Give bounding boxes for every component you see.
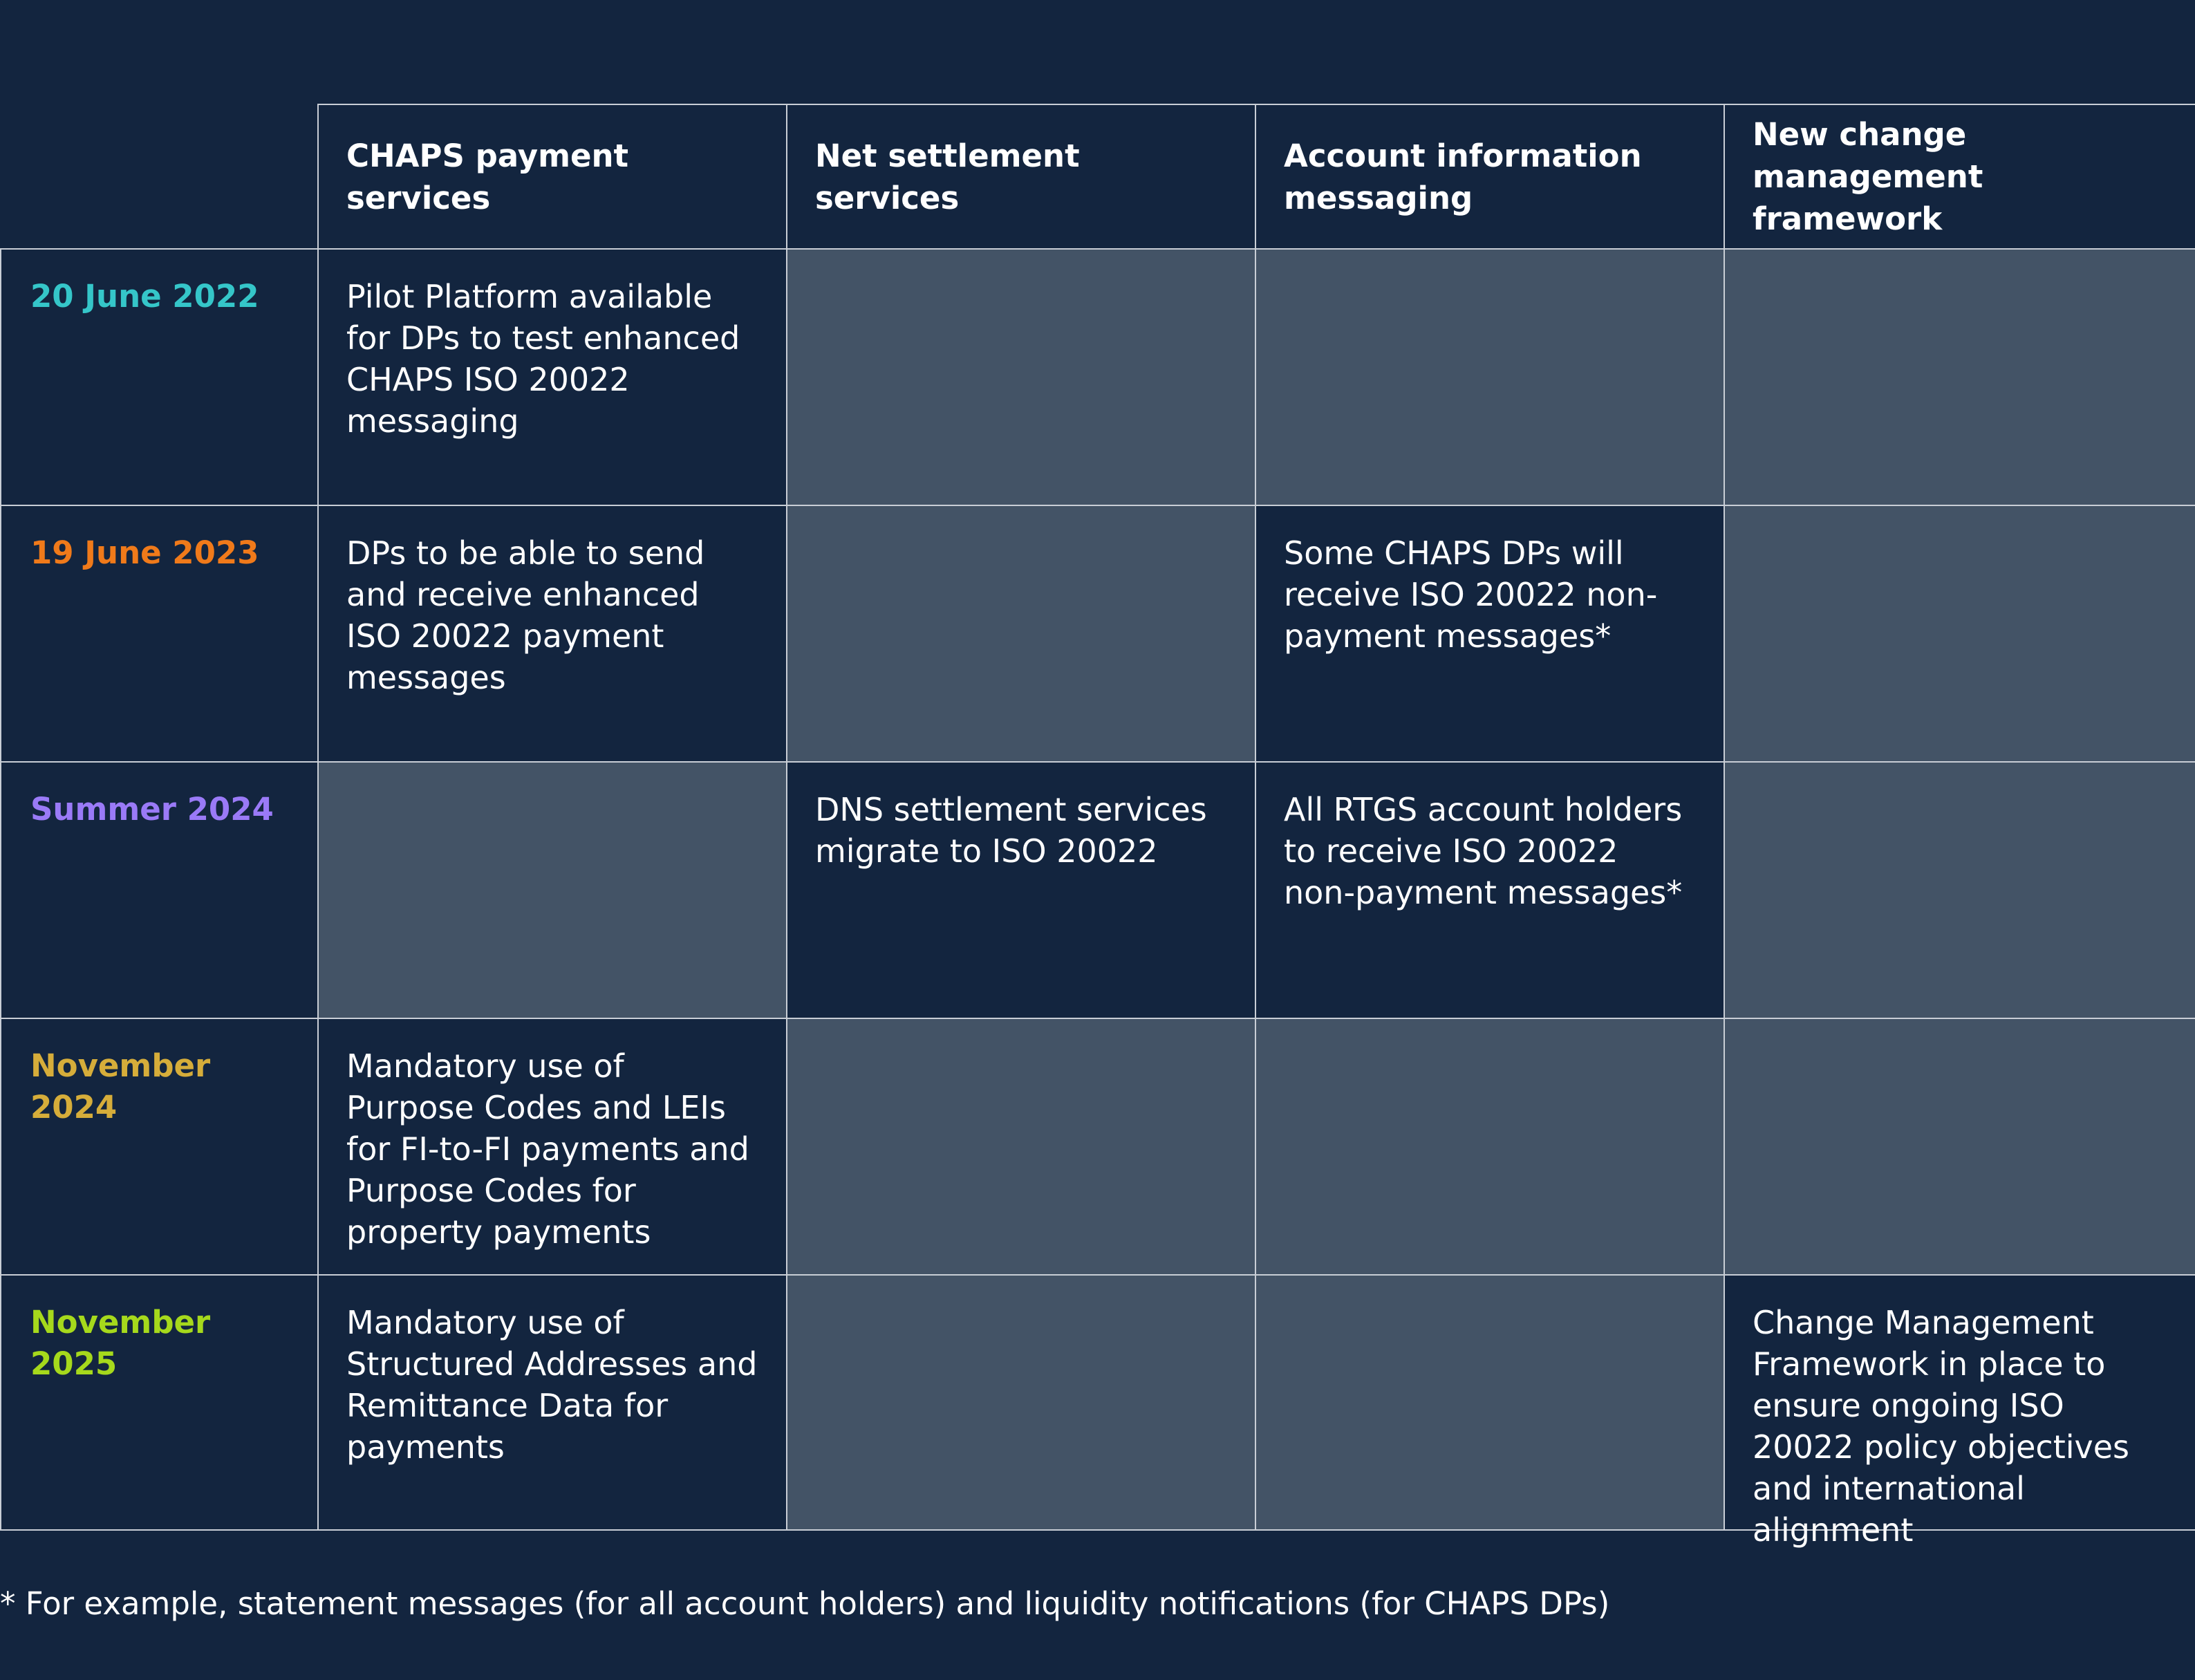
- header-change-management-framework: New change management framework: [1724, 104, 2195, 250]
- footnote: * For example, statement messages (for all account holders) and liquidity notifications (for CHAPS DPs): [0, 1585, 1610, 1622]
- header-chaps-payment-services: CHAPS payment services: [317, 104, 787, 250]
- table-cell: Pilot Platform available for DPs to test enhanced CHAPS ISO 20022 messaging: [317, 248, 787, 506]
- empty-cell: [786, 1274, 1256, 1531]
- empty-cell: [1255, 248, 1725, 506]
- empty-cell: [786, 505, 1256, 763]
- table-cell: Mandatory use of Structured Addresses and Remittance Data for payments: [317, 1274, 787, 1531]
- header-account-information-messaging: Account information messaging: [1255, 104, 1725, 250]
- table-cell: Mandatory use of Purpose Codes and LEIs for FI-to-FI payments and Purpose Codes for property payments: [317, 1018, 787, 1276]
- row-date: 20 June 2022: [0, 248, 319, 506]
- empty-cell: [1255, 1274, 1725, 1531]
- table-cell: DPs to be able to send and receive enhanced ISO 20022 payment messages: [317, 505, 787, 763]
- empty-cell: [786, 248, 1256, 506]
- row-date: 19 June 2023: [0, 505, 319, 763]
- header-net-settlement-services: Net settlement services: [786, 104, 1256, 250]
- empty-cell: [317, 761, 787, 1019]
- row-date: November 2024: [0, 1018, 319, 1276]
- table-cell: All RTGS account holders to receive ISO 20022 non-payment messages*: [1255, 761, 1725, 1019]
- empty-cell: [1724, 248, 2195, 506]
- corner-cell: [0, 104, 318, 249]
- table-cell: DNS settlement services migrate to ISO 20022: [786, 761, 1256, 1019]
- table-cell: Change Management Framework in place to ensure ongoing ISO 20022 policy objectives and international alignment: [1724, 1274, 2195, 1531]
- empty-cell: [786, 1018, 1256, 1276]
- empty-cell: [1255, 1018, 1725, 1276]
- row-date: November 2025: [0, 1274, 319, 1531]
- row-date: Summer 2024: [0, 761, 319, 1019]
- empty-cell: [1724, 1018, 2195, 1276]
- empty-cell: [1724, 505, 2195, 763]
- empty-cell: [1724, 761, 2195, 1019]
- table-cell: Some CHAPS DPs will receive ISO 20022 non-payment messages*: [1255, 505, 1725, 763]
